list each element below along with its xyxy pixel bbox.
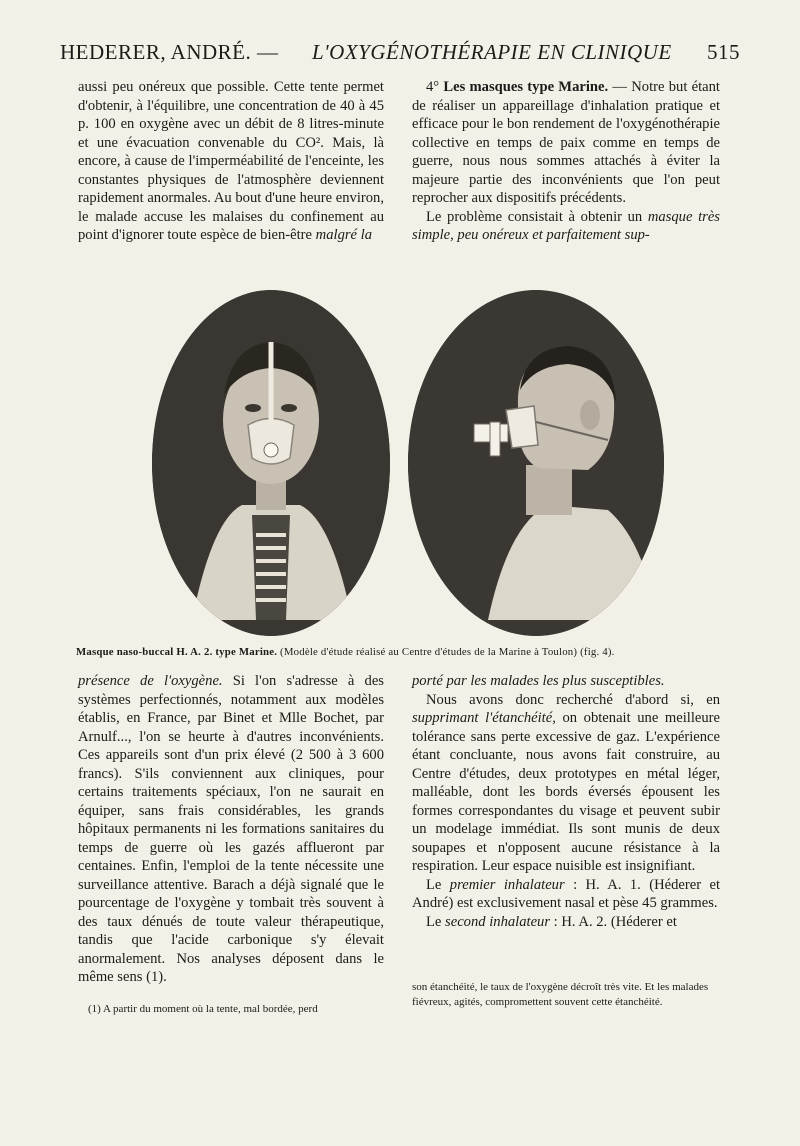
- paragraph: [412, 691, 720, 876]
- paragraph-text: Le problème consistait à obtenir un: [426, 208, 648, 225]
- paragraph-text: Nous avons donc recherché d'abord si, en: [426, 691, 720, 708]
- italic-text: masque très simple, peu onéreux et parfaitement sup-: [412, 208, 720, 243]
- italic-text: présence de l'oxygène.: [78, 673, 223, 689]
- italic-text: porté par les malades les plus susceptibles.: [412, 673, 665, 689]
- profile-portrait-illustration: [408, 290, 664, 636]
- paragraph-text: on obtenait une meilleure tolérance sans perte excessive de gaz. L'expérience étant concluante, nous avons fait construire, au Centre d'études, deux prototypes en métal léger, malléable, dont les bords éversés épousent les formes correspondantes du visage et peuvent subir un modelage immédiat. Ils sont munis de deux soupapes et n'opposent aucune résistance à la respiration. Leur espace nuisible est insignifiant.: [412, 710, 720, 874]
- paragraph: [412, 672, 720, 691]
- paragraph: [412, 913, 720, 932]
- column-left-bottom: [78, 672, 384, 987]
- paragraph-text: Le: [426, 876, 450, 893]
- photo-frontal-mask: [152, 290, 390, 636]
- page-number: 515: [707, 40, 740, 64]
- paragraph-text: Le: [426, 913, 446, 930]
- paragraph-text: Si l'on s'adresse à des systèmes perfectionnés, notamment aux modèles établis, en France, par Binet et Mlle Bochet, par Arnulf..., l'on se heurte à d'autres inconvénients. Ces appareils sont d'un prix élevé (2 500 à 3 600 francs). S'ils conviennent aux cliniques, pour certains traitements spéciaux, l'on ne saurait en équiper, sans frais considérables, les grands hôpitaux permanents ni les formations sanitaires du temps de guerre où les gazés afflueront par centaines. Enfin, l'emploi de la tente nécessite une surveillance attentive. Barach a déjà signalé que le pourcentage de l'oxygène y tombait très souvent à des taux dénués de toute valeur thérapeutique, tandis que l'acide carbonique s'y élevait anormalement. Nos analyses déposent dans le même sens (1).: [78, 673, 384, 985]
- paragraph: [78, 672, 384, 987]
- section-number: 4°: [426, 79, 440, 95]
- section-paragraph: [412, 78, 720, 208]
- caption-title: Masque naso-buccal H. A. 2. type Marine.: [76, 646, 278, 658]
- section-heading: Les masques type Marine.: [443, 79, 609, 95]
- italic-text: premier inhalateur: [449, 876, 565, 893]
- header-author: HEDERER, ANDRÉ. —: [60, 40, 279, 64]
- photo-profile-mask: [408, 290, 664, 636]
- italic-text: supprimant l'étanchéité,: [412, 710, 556, 726]
- header-title: L'OXYGÉNOTHÉRAPIE EN CLINIQUE: [312, 40, 672, 64]
- paragraph-text: : H. A. 2. (Héderer et: [550, 913, 677, 930]
- paragraph-text: — Notre but étant de réaliser un appareillage d'inhalation pratique et efficace pour le bon rendement de l'oxygénothérapie collective en temps de paix comme en temps de guerre, nous nous sommes attachés à éviter la majeure partie des inconvénients que l'on peut reprocher aux dispositifs précédents.: [412, 79, 720, 206]
- caption-text: (Modèle d'étude réalisé au Centre d'études de la Marine à Toulon) (fig. 4).: [277, 646, 615, 658]
- italic-text: malgré la: [315, 227, 373, 243]
- figure-caption: [76, 646, 736, 658]
- paragraph-text: aussi peu onéreux que possible. Cette tente permet d'obtenir, à l'équilibre, une concentration de 40 à 45 p. 100 en oxygène avec un débit de 8 litres-minute et une évacuation convenable du CO². Mais, là encore, à cause de l'imperméabilité de l'enceinte, les constantes physiques de l'atmosphère deviennent rapidement anormales. Au bout d'une heure environ, le malade accuse les malaises du confinement au point d'ignorer toute espèce de bien-être: [78, 79, 384, 243]
- footnote-continuation: son étanchéité, le taux de l'oxygène décroît très vite. Et les malades fiévreux, agités, compromettent souvent cette étanchéité.: [412, 981, 709, 1008]
- running-header: [60, 40, 740, 74]
- footnote-1: (1) A partir du moment où la tente, mal bordée, perd: [88, 1003, 318, 1015]
- frontal-portrait-illustration: [152, 290, 390, 636]
- paragraph: [412, 876, 720, 913]
- column-left-top: [78, 78, 384, 245]
- column-right-top: [412, 78, 720, 245]
- column-right-bottom: [412, 672, 720, 931]
- paragraph-text: : H. A. 1. (Héderer et André) est exclusivement nasal et pèse 45 grammes.: [412, 876, 721, 911]
- paragraph: [412, 208, 720, 245]
- italic-text: second inhalateur: [445, 913, 551, 930]
- paragraph: [78, 78, 384, 245]
